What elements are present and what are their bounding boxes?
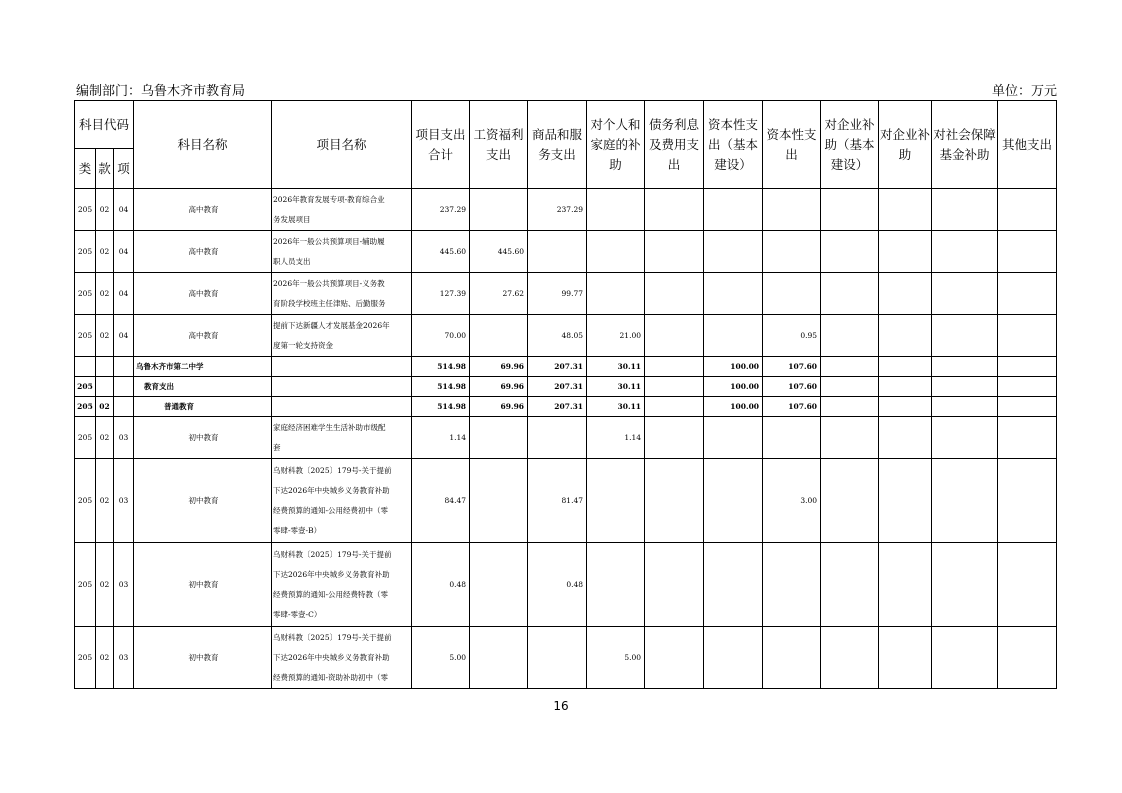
cell-goods <box>528 231 587 273</box>
cell-personal: 5.00 <box>587 627 645 689</box>
cell-ent <box>879 189 932 231</box>
cell-goods: 207.31 <box>528 357 587 377</box>
cell-subject-name: 乌鲁木齐市第二中学 <box>134 357 272 377</box>
cell-lei: 205 <box>75 627 96 689</box>
cell-cap <box>763 543 821 627</box>
cell-cap-basic: 100.00 <box>704 377 763 397</box>
cell-subject-name: 高中教育 <box>134 231 272 273</box>
cell-goods: 99.77 <box>528 273 587 315</box>
cell-goods <box>528 627 587 689</box>
cell-ent <box>879 357 932 377</box>
cell-personal: 30.11 <box>587 397 645 417</box>
cell-goods <box>528 417 587 459</box>
table-row <box>75 315 1057 357</box>
cell-debt <box>645 231 704 273</box>
cell-total: 5.00 <box>412 627 470 689</box>
cell-social <box>932 315 998 357</box>
cell-ent <box>879 459 932 543</box>
table-row <box>75 357 1057 377</box>
cell-personal <box>587 459 645 543</box>
cell-wage <box>470 459 528 543</box>
cell-personal: 1.14 <box>587 417 645 459</box>
cell-cap-basic: 100.00 <box>704 357 763 377</box>
cell-xiang <box>114 397 134 417</box>
cell-lei: 205 <box>75 273 96 315</box>
cell-ent-basic <box>821 417 879 459</box>
cell-project-name: 2026年一般公共预算项目-义务教 育阶段学校班主任津贴、后勤服务 <box>272 273 412 315</box>
cell-wage <box>470 189 528 231</box>
cell-wage <box>470 543 528 627</box>
cell-ent-basic <box>821 357 879 377</box>
cell-cap <box>763 189 821 231</box>
cell-subject-name: 初中教育 <box>134 543 272 627</box>
cell-xiang: 03 <box>114 459 134 543</box>
header-enterprise: 对企业补助 <box>879 101 932 189</box>
cell-wage: 27.62 <box>470 273 528 315</box>
table-row <box>75 459 1057 543</box>
table-row <box>75 231 1057 273</box>
unit-label: 单位：万元 <box>992 84 1058 99</box>
cell-social <box>932 627 998 689</box>
cell-subject-name: 高中教育 <box>134 189 272 231</box>
cell-ent-basic <box>821 459 879 543</box>
cell-total: 237.29 <box>412 189 470 231</box>
cell-personal <box>587 273 645 315</box>
cell-lei: 205 <box>75 315 96 357</box>
table-row <box>75 543 1057 627</box>
cell-project-name: 2026年教育发展专项-教育综合业 务发展项目 <box>272 189 412 231</box>
cell-ent <box>879 397 932 417</box>
cell-ent-basic <box>821 377 879 397</box>
cell-xiang: 04 <box>114 189 134 231</box>
cell-project-name: 乌财科教〔2025〕179号-关于提前 下达2026年中央城乡义务教育补助 经费预算的通知-公用经费特教（零 零肆-零壹-C） <box>272 543 412 627</box>
cell-goods: 207.31 <box>528 377 587 397</box>
cell-debt <box>645 417 704 459</box>
cell-other <box>998 397 1057 417</box>
header-social-security: 对社会保障基金补助 <box>932 101 998 189</box>
cell-ent <box>879 315 932 357</box>
cell-debt <box>645 459 704 543</box>
cell-subject-name: 初中教育 <box>134 417 272 459</box>
cell-lei: 205 <box>75 189 96 231</box>
header-other: 其他支出 <box>998 101 1057 189</box>
cell-lei: 205 <box>75 543 96 627</box>
cell-other <box>998 189 1057 231</box>
cell-subject-name: 高中教育 <box>134 273 272 315</box>
cell-debt <box>645 377 704 397</box>
cell-social <box>932 273 998 315</box>
cell-other <box>998 543 1057 627</box>
header-project-name: 项目名称 <box>272 101 412 189</box>
cell-ent <box>879 231 932 273</box>
cell-other <box>998 459 1057 543</box>
cell-cap: 0.95 <box>763 315 821 357</box>
cell-lei: 205 <box>75 459 96 543</box>
cell-personal <box>587 543 645 627</box>
cell-debt <box>645 315 704 357</box>
cell-cap-basic <box>704 543 763 627</box>
cell-total: 127.39 <box>412 273 470 315</box>
header-personal: 对个人和家庭的补助 <box>587 101 645 189</box>
cell-project-name: 乌财科教〔2025〕179号-关于提前 下达2026年中央城乡义务教育补助 经费预算的通知-公用经费初中（零 零肆-零壹-B） <box>272 459 412 543</box>
cell-cap <box>763 417 821 459</box>
cell-project-name <box>272 357 412 377</box>
cell-cap-basic: 100.00 <box>704 397 763 417</box>
cell-xiang: 04 <box>114 273 134 315</box>
cell-social <box>932 417 998 459</box>
cell-cap-basic <box>704 315 763 357</box>
cell-kuan: 02 <box>96 315 114 357</box>
cell-ent-basic <box>821 231 879 273</box>
cell-kuan: 02 <box>96 231 114 273</box>
cell-other <box>998 357 1057 377</box>
cell-ent-basic <box>821 315 879 357</box>
header-subject-code: 科目代码 <box>75 101 134 149</box>
header-capital-basic: 资本性支出（基本建设） <box>704 101 763 189</box>
cell-xiang: 04 <box>114 231 134 273</box>
cell-goods: 48.05 <box>528 315 587 357</box>
cell-xiang: 03 <box>114 543 134 627</box>
cell-debt <box>645 273 704 315</box>
cell-total: 445.60 <box>412 231 470 273</box>
header-total: 项目支出合计 <box>412 101 470 189</box>
cell-lei: 205 <box>75 231 96 273</box>
cell-social <box>932 357 998 377</box>
cell-cap <box>763 627 821 689</box>
header-lei: 类 <box>75 149 96 189</box>
cell-social <box>932 543 998 627</box>
cell-kuan <box>96 377 114 397</box>
cell-subject-name: 高中教育 <box>134 315 272 357</box>
cell-debt <box>645 543 704 627</box>
cell-debt <box>645 357 704 377</box>
cell-other <box>998 315 1057 357</box>
cell-goods: 81.47 <box>528 459 587 543</box>
cell-cap <box>763 273 821 315</box>
header-enterprise-basic: 对企业补助（基本建设） <box>821 101 879 189</box>
cell-subject-name: 普通教育 <box>134 397 272 417</box>
table-row <box>75 397 1057 417</box>
cell-kuan: 02 <box>96 627 114 689</box>
cell-subject-name: 初中教育 <box>134 627 272 689</box>
cell-xiang: 03 <box>114 627 134 689</box>
cell-other <box>998 273 1057 315</box>
cell-total: 514.98 <box>412 357 470 377</box>
cell-kuan: 02 <box>96 543 114 627</box>
cell-cap-basic <box>704 189 763 231</box>
cell-kuan: 02 <box>96 189 114 231</box>
cell-project-name: 提前下达新疆人才发展基金2026年 度第一轮支持资金 <box>272 315 412 357</box>
cell-wage <box>470 627 528 689</box>
cell-other <box>998 417 1057 459</box>
cell-debt <box>645 627 704 689</box>
cell-ent-basic <box>821 189 879 231</box>
cell-total: 1.14 <box>412 417 470 459</box>
cell-kuan: 02 <box>96 459 114 543</box>
cell-personal: 21.00 <box>587 315 645 357</box>
cell-total: 70.00 <box>412 315 470 357</box>
cell-kuan: 02 <box>96 417 114 459</box>
cell-ent <box>879 417 932 459</box>
cell-cap: 107.60 <box>763 357 821 377</box>
cell-subject-name: 初中教育 <box>134 459 272 543</box>
cell-lei: 205 <box>75 417 96 459</box>
cell-cap-basic <box>704 231 763 273</box>
header-xiang: 项 <box>114 149 134 189</box>
page-number: 16 <box>553 699 569 713</box>
department-label: 编制部门：乌鲁木齐市教育局 <box>76 84 246 99</box>
budget-table <box>74 100 1057 689</box>
cell-lei <box>75 357 96 377</box>
cell-debt <box>645 397 704 417</box>
cell-project-name <box>272 397 412 417</box>
cell-personal: 30.11 <box>587 377 645 397</box>
cell-personal <box>587 231 645 273</box>
cell-cap-basic <box>704 417 763 459</box>
header-goods: 商品和服务支出 <box>528 101 587 189</box>
cell-lei: 205 <box>75 397 96 417</box>
cell-xiang: 03 <box>114 417 134 459</box>
cell-subject-name: 教育支出 <box>134 377 272 397</box>
cell-ent <box>879 273 932 315</box>
cell-other <box>998 231 1057 273</box>
cell-social <box>932 397 998 417</box>
cell-cap <box>763 231 821 273</box>
cell-total: 514.98 <box>412 397 470 417</box>
cell-wage: 69.96 <box>470 397 528 417</box>
cell-cap: 107.60 <box>763 377 821 397</box>
table-row <box>75 189 1057 231</box>
cell-debt <box>645 189 704 231</box>
cell-wage: 69.96 <box>470 357 528 377</box>
header-capital: 资本性支出 <box>763 101 821 189</box>
cell-wage <box>470 417 528 459</box>
cell-ent <box>879 627 932 689</box>
table-row <box>75 273 1057 315</box>
cell-xiang <box>114 357 134 377</box>
cell-cap: 3.00 <box>763 459 821 543</box>
header-debt: 债务利息及费用支出 <box>645 101 704 189</box>
cell-kuan: 02 <box>96 273 114 315</box>
cell-ent <box>879 377 932 397</box>
cell-ent-basic <box>821 543 879 627</box>
cell-personal <box>587 189 645 231</box>
cell-ent-basic <box>821 273 879 315</box>
cell-cap-basic <box>704 459 763 543</box>
cell-total: 84.47 <box>412 459 470 543</box>
cell-ent <box>879 543 932 627</box>
cell-kuan <box>96 357 114 377</box>
cell-project-name <box>272 377 412 397</box>
cell-social <box>932 231 998 273</box>
cell-ent-basic <box>821 397 879 417</box>
cell-project-name: 乌财科教〔2025〕179号-关于提前 下达2026年中央城乡义务教育补助 经费预算的通知-资助补助初中（零 <box>272 627 412 689</box>
cell-goods: 237.29 <box>528 189 587 231</box>
cell-cap-basic <box>704 627 763 689</box>
cell-project-name: 家庭经济困难学生生活补助市级配 套 <box>272 417 412 459</box>
cell-kuan: 02 <box>96 397 114 417</box>
cell-goods: 207.31 <box>528 397 587 417</box>
cell-goods: 0.48 <box>528 543 587 627</box>
cell-project-name: 2026年一般公共预算项目-辅助履 职人员支出 <box>272 231 412 273</box>
cell-social <box>932 189 998 231</box>
cell-other <box>998 627 1057 689</box>
table-row <box>75 417 1057 459</box>
cell-wage: 69.96 <box>470 377 528 397</box>
cell-ent-basic <box>821 627 879 689</box>
cell-social <box>932 377 998 397</box>
header-kuan: 款 <box>96 149 114 189</box>
cell-cap-basic <box>704 273 763 315</box>
cell-wage: 445.60 <box>470 231 528 273</box>
cell-total: 514.98 <box>412 377 470 397</box>
cell-personal: 30.11 <box>587 357 645 377</box>
table-row <box>75 627 1057 689</box>
cell-other <box>998 377 1057 397</box>
header-subject-name: 科目名称 <box>134 101 272 189</box>
cell-lei: 205 <box>75 377 96 397</box>
cell-total: 0.48 <box>412 543 470 627</box>
cell-wage <box>470 315 528 357</box>
table-row <box>75 377 1057 397</box>
cell-social <box>932 459 998 543</box>
cell-xiang <box>114 377 134 397</box>
header-wage: 工资福利支出 <box>470 101 528 189</box>
cell-cap: 107.60 <box>763 397 821 417</box>
cell-xiang: 04 <box>114 315 134 357</box>
